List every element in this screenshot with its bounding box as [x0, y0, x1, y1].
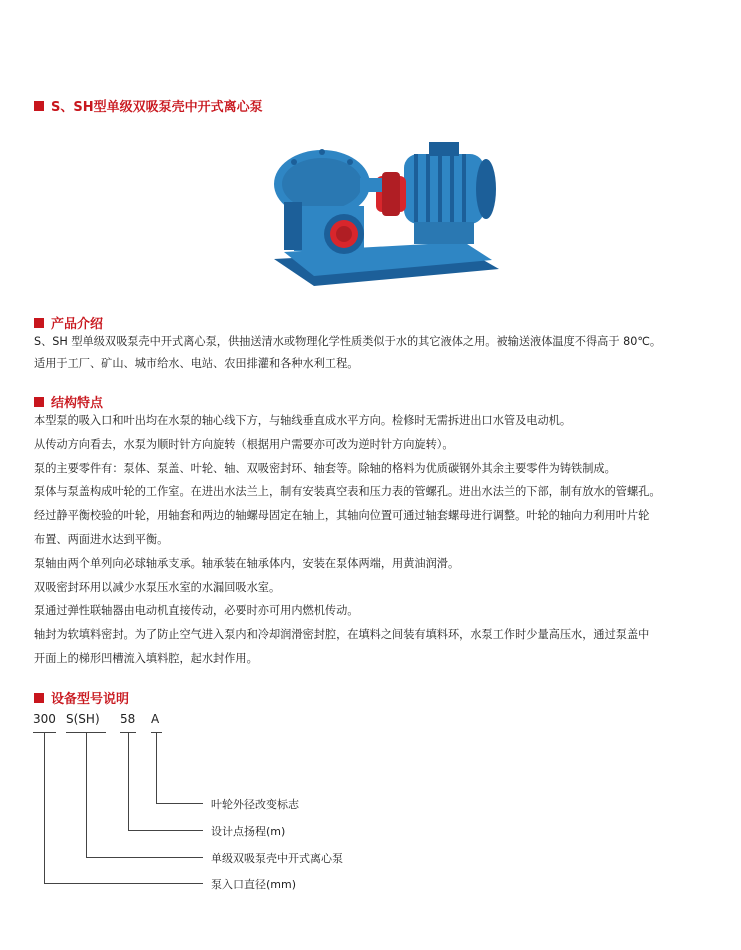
model-code-impeller: A — [151, 712, 160, 726]
intro-heading — [34, 313, 103, 332]
leader-line — [128, 733, 129, 830]
features-line: 双吸密封环用以减少水泵压水室的水漏回吸水室。 — [34, 580, 281, 594]
intro-line: 适用于工厂、矿山、城市给水、电站、农田排灌和各种水利工程。 — [34, 356, 359, 370]
page-title-text: S、SH型单级双吸泵壳中开式离心泵 — [51, 100, 263, 115]
features-line: 泵体与泵盖构成叶轮的工作室。在进出水法兰上，制有安装真空表和压力表的管螺孔。进出水法兰的下部，制有放水的管螺孔。 — [34, 485, 661, 499]
pump-illustration — [264, 134, 504, 304]
legend-type: 单级双吸泵壳中开式离心泵 — [211, 852, 343, 865]
features-line: 泵轴由两个单列向必球轴承支承。轴承装在轴承体内，安装在泵体两端，用黄油润滑。 — [34, 556, 460, 570]
leader-line — [44, 883, 203, 884]
features-line: 泵通过弹性联轴器由电动机直接传动，必要时亦可用内燃机传动。 — [34, 604, 359, 618]
intro-line: S、SH 型单级双吸泵壳中开式离心泵，供抽送清水或物理化学性质类似于水的其它液体之用。被输送液体温度不得高于 80℃。 — [34, 335, 662, 348]
leader-line — [128, 830, 203, 831]
features-line: 布置、两面进水达到平衡。 — [34, 532, 169, 546]
leader-line — [156, 733, 157, 803]
intro-heading-text: 产品介绍 — [51, 317, 104, 332]
heading-marker-icon — [34, 397, 44, 407]
features-line: 本型泵的吸入口和叶出均在水泵的轴心线下方，与轴线垂直成水平方向。检修时无需拆进出口水管及电动机。 — [34, 414, 572, 427]
model-code-type: S(SH) — [66, 712, 100, 726]
model-heading — [34, 688, 129, 707]
heading-marker-icon — [34, 693, 44, 703]
leader-line — [86, 733, 87, 857]
legend-head: 设计点扬程(m) — [211, 825, 286, 838]
leader-line — [86, 857, 203, 858]
title-marker-icon — [34, 101, 44, 111]
model-code-diameter: 300 — [33, 712, 56, 726]
features-line: 经过静平衡校验的叶轮，用轴套和两边的轴螺母固定在轴上，其轴向位置可通过轴套螺母进行调整。叶轮的轴向力利用叶片轮 — [34, 509, 650, 523]
features-heading-text: 结构特点 — [51, 396, 104, 411]
page-title — [34, 96, 263, 115]
features-paragraph — [34, 409, 724, 671]
leader-line — [156, 803, 203, 804]
legend-impeller: 叶轮外径改变标志 — [211, 798, 299, 811]
features-line: 泵的主要零件有：泵体、泵盖、叶轮、轴、双吸密封环、轴套等。除轴的格料为优质碳钢外其余主要零件为铸铁制成。 — [34, 461, 616, 475]
model-code-head: 58 — [120, 712, 136, 726]
features-line: 开面上的梯形凹槽流入填料腔，起水封作用。 — [34, 651, 258, 665]
intro-paragraph — [34, 331, 724, 374]
heading-marker-icon — [34, 318, 44, 328]
model-heading-text: 设备型号说明 — [51, 692, 130, 707]
leader-line — [44, 733, 45, 883]
features-line: 轴封为软填料密封。为了防止空气进入泵内和冷却润滑密封腔，在填料之间装有填料环，水泵工作时少量高压水，通过泵盖中 — [34, 628, 650, 642]
legend-diameter: 泵入口直径(mm) — [211, 878, 297, 891]
features-line: 从传动方向看去，水泵为顺时针方向旋转（根据用户需要亦可改为逆时针方向旋转）。 — [34, 437, 454, 451]
